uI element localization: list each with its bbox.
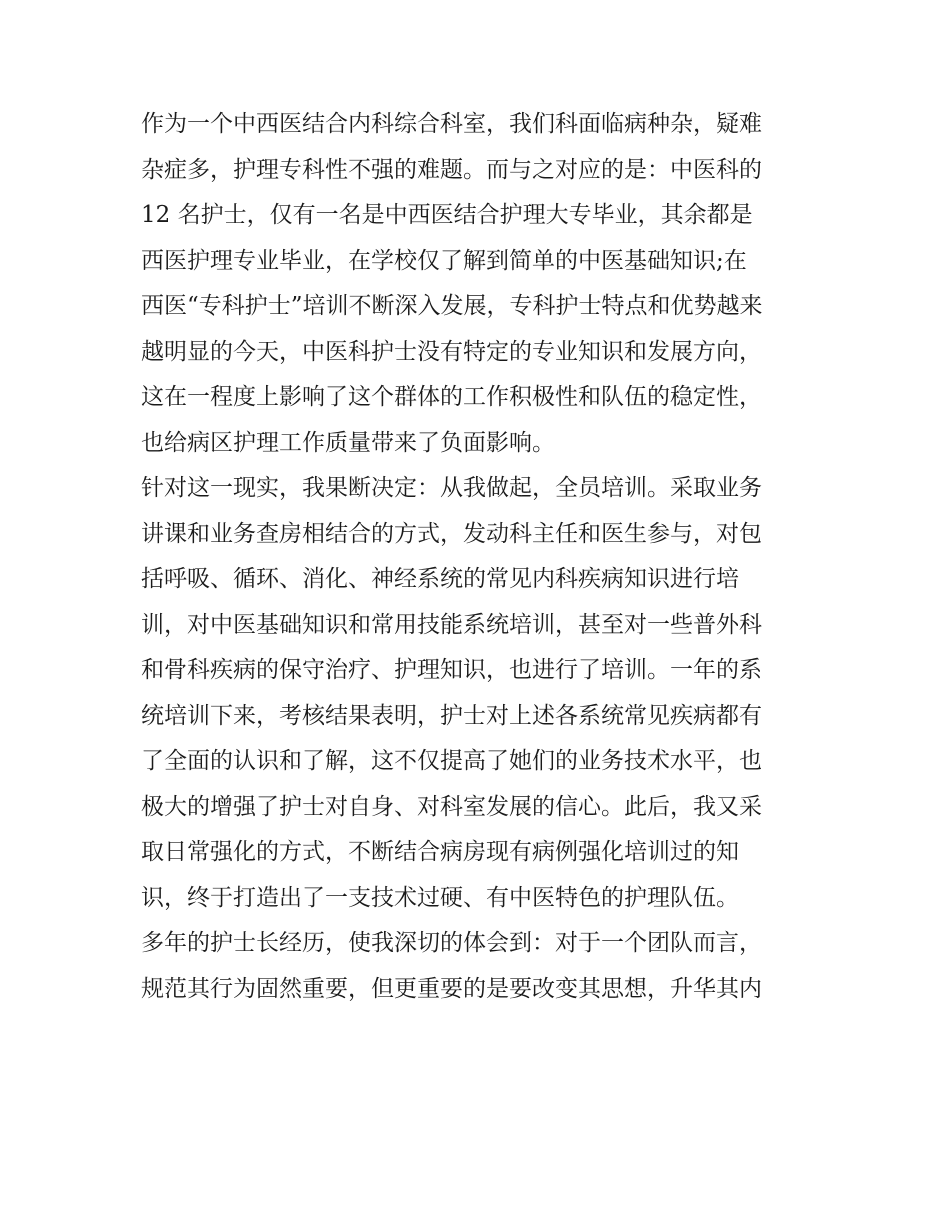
text-line: 越明显的今天，中医科护士没有特定的专业知识和发展方向， [141,338,762,365]
text-line: 了全面的认识和了解，这不仅提高了她们的业务技术水平，也 [141,748,762,774]
document-body [141,102,821,1012]
text-line: 西医护理专业毕业，在学校仅了解到简单的中医基础知识;在 [141,247,747,274]
text-line: 和骨科疾病的保守治疗、护理知识，也进行了培训。一年的系 [141,657,762,683]
text-line: 多年的护士长经历，使我深切的体会到：对于一个团队而言， [141,930,762,956]
text-line: 12 名护士，仅有一名是中西医结合护理大专毕业，其余都是 [141,202,753,228]
text-line: 取日常强化的方式，不断结合病房现有病例强化培训过的知 [141,839,739,865]
text-line: 括呼吸、循环、消化、神经系统的常见内科疾病知识进行培 [141,566,739,592]
text-line: 西医“专科护士”培训不断深入发展，专科护士特点和优势越来 [141,293,763,319]
text-line: 杂症多，护理专科性不强的难题。而与之对应的是：中医科的 [141,156,762,183]
text-line: 这在一程度上影响了这个群体的工作积极性和队伍的稳定性， [141,384,762,410]
text-line: 讲课和业务查房相结合的方式，发动科主任和医生参与，对包 [141,520,762,547]
text-line: 训，对中医基础知识和常用技能系统培训，甚至对一些普外科 [141,611,762,638]
text-line: 针对这一现实，我果断决定：从我做起，全员培训。采取业务 [141,475,762,501]
text-line: 极大的增强了护士对自身、对科室发展的信心。此后，我又采 [141,793,762,820]
text-line: 识，终于打造出了一支技术过硬、有中医特色的护理队伍。 [141,884,739,911]
text-line: 统培训下来，考核结果表明，护士对上述各系统常见疾病都有 [141,702,762,729]
text-line: 规范其行为固然重要，但更重要的是要改变其思想，升华其内 [141,975,762,1002]
text-line: 也给病区护理工作质量带来了负面影响。 [141,429,555,456]
text-line: 作为一个中西医结合内科综合科室，我们科面临病种杂，疑难 [141,111,762,137]
